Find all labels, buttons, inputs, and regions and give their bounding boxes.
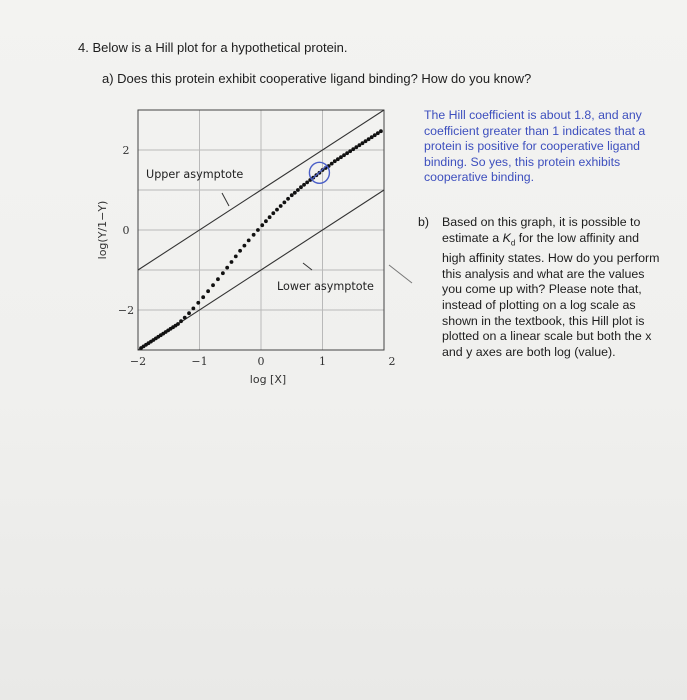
data-point	[256, 228, 260, 232]
part-b-text: Based on this graph, it is possible to estimate a $K_d$ for the low affinity and high affinity states. How do you perform this analysis and what are the values you come up with? Please note that, instead of plotting on a log scale as shown in the textbook, this Hill plot is plotted on a linear scale but both the x and y axes are both log (value).	[442, 215, 660, 360]
data-point	[286, 197, 290, 201]
data-point	[302, 183, 306, 187]
data-point	[179, 319, 183, 323]
circled-point-slash	[312, 166, 326, 179]
data-point	[234, 255, 238, 259]
lower-asymptote-pointer	[303, 263, 312, 270]
data-point	[247, 239, 251, 243]
x-tick-label: 2	[388, 355, 396, 368]
data-point	[290, 193, 294, 197]
data-point	[230, 260, 234, 264]
answer-text: The Hill coefficient is about 1.8, and any coefficient greater than 1 indicates that a protein is positive for cooperative ligand binding. So yes, this protein exhibits cooperative binding.	[424, 108, 646, 184]
x-tick-label: −1	[191, 355, 208, 368]
data-point	[216, 277, 220, 281]
lower-asymptote-label: Lower asymptote	[277, 280, 374, 293]
y-tick-label: 2	[122, 144, 130, 157]
data-point	[330, 162, 334, 166]
data-point	[225, 266, 229, 270]
connector-line	[389, 265, 412, 283]
x-tick-label: −2	[129, 355, 147, 368]
data-point	[279, 204, 283, 208]
data-point	[268, 215, 272, 219]
chart-grid	[138, 110, 384, 350]
data-point	[260, 223, 264, 227]
data-point	[176, 322, 180, 326]
data-point	[183, 316, 187, 320]
y-tick-label: 0	[122, 224, 130, 237]
data-point	[293, 191, 297, 195]
data-point	[196, 301, 200, 305]
data-point	[275, 208, 279, 212]
data-point	[264, 219, 268, 223]
kd-subscript: d	[510, 238, 516, 248]
question-4-text: 4. Below is a Hill plot for a hypothetical protein.	[78, 40, 348, 55]
data-point	[282, 201, 286, 205]
data-point	[305, 181, 309, 185]
upper-asymptote-pointer	[222, 193, 229, 206]
data-point	[299, 185, 303, 189]
data-point	[211, 283, 215, 287]
data-point	[187, 311, 191, 315]
data-point	[238, 249, 242, 253]
y-tick-label: −2	[117, 304, 135, 317]
question-a-text: a) Does this protein exhibit cooperative ligand binding? How do you know?	[102, 71, 532, 86]
upper-asymptote-label: Upper asymptote	[146, 168, 244, 181]
data-point	[252, 233, 256, 237]
data-point	[201, 295, 205, 299]
y-axis-label: log(Y/1−Y)	[96, 200, 109, 260]
data-point	[271, 211, 275, 215]
x-tick-label: 0	[257, 355, 265, 368]
data-point	[206, 289, 210, 293]
x-axis-label: log [X]	[249, 373, 287, 386]
kd-symbol: K	[502, 230, 511, 245]
data-point	[242, 244, 246, 248]
data-point	[379, 129, 383, 133]
x-tick-label: 1	[319, 355, 326, 368]
data-point	[191, 307, 195, 311]
data-point	[221, 271, 225, 275]
data-point	[296, 188, 300, 192]
part-b-label: b)	[418, 215, 430, 229]
